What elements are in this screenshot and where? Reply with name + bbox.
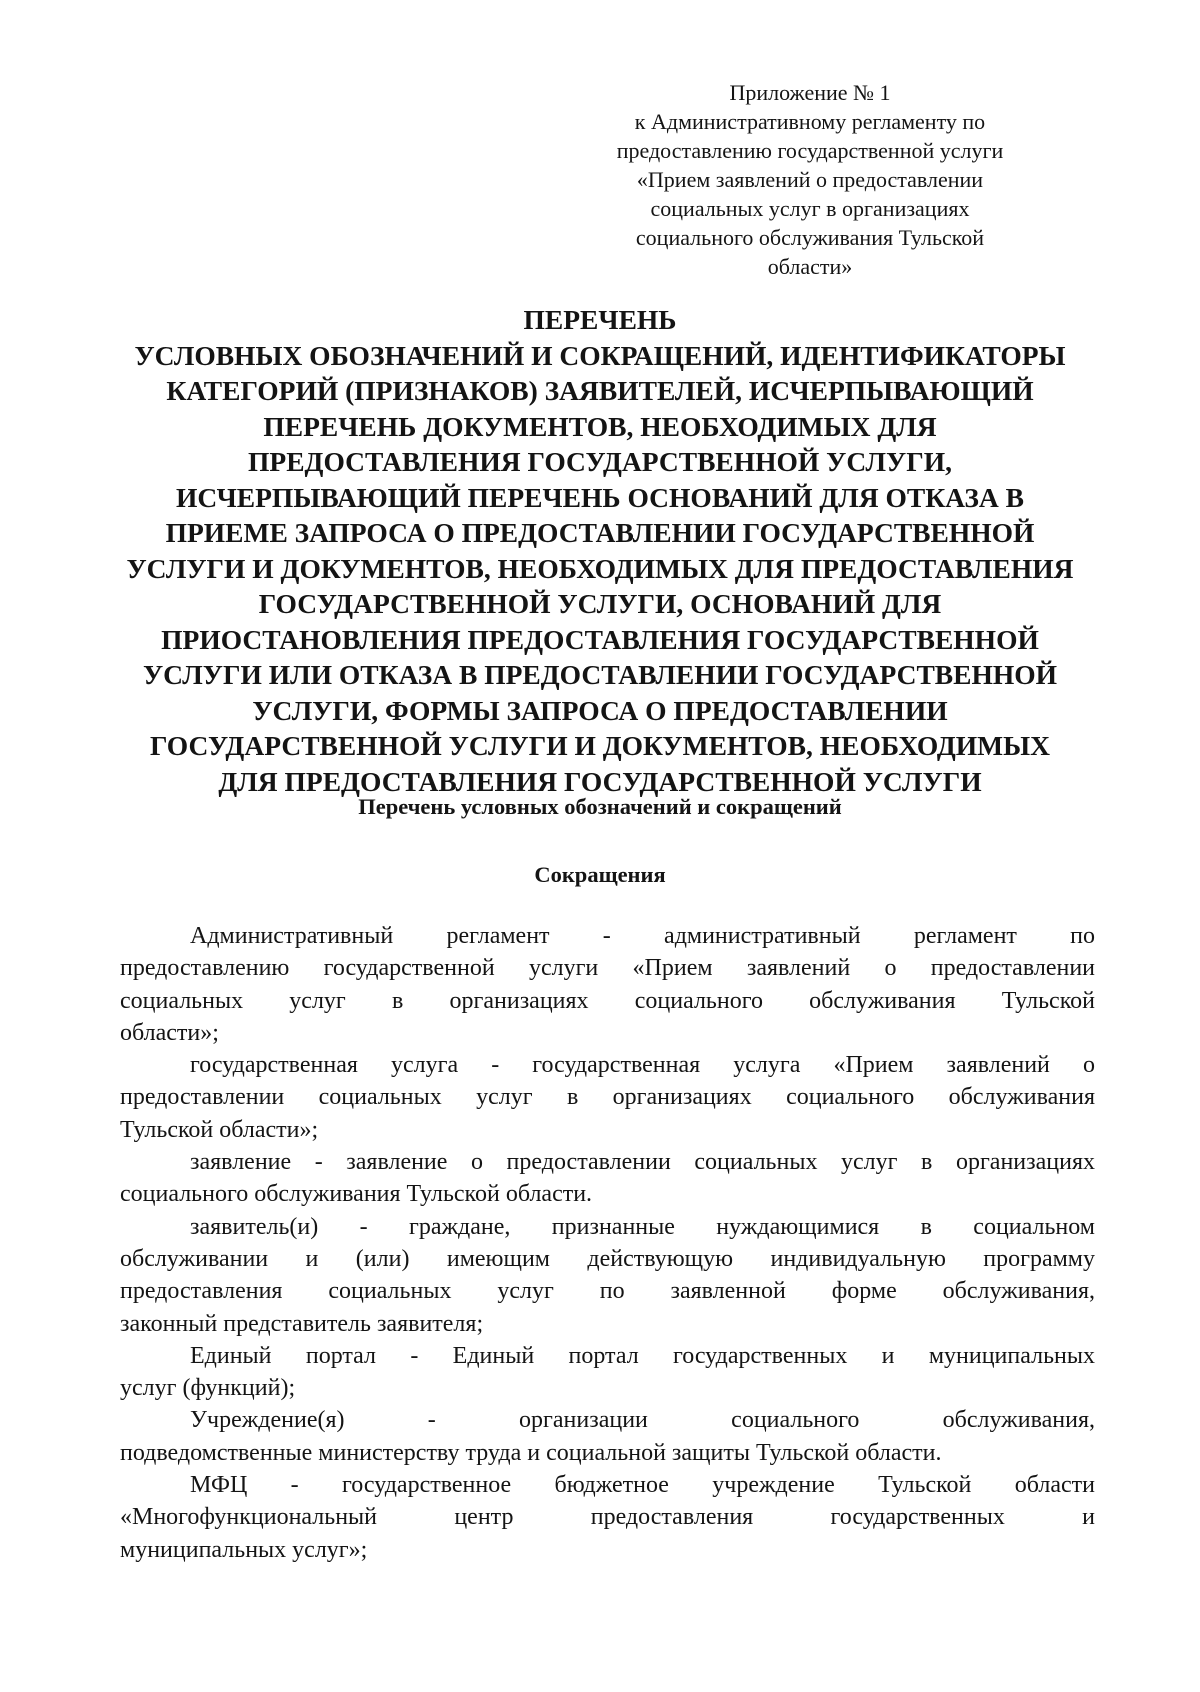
title-line: ПРЕДОСТАВЛЕНИЯ ГОСУДАРСТВЕННОЙ УСЛУГИ, (248, 446, 952, 477)
paragraph-line: МФЦ - государственное бюджетное учреждение Тульской области (190, 1472, 1095, 1499)
title-line: ПРИЕМЕ ЗАПРОСА О ПРЕДОСТАВЛЕНИИ ГОСУДАРСТВЕННОЙ (165, 517, 1035, 548)
paragraph-line: предоставлению государственной услуги «Прием заявлений о предоставлении (120, 955, 1095, 982)
appendix-line: предоставлению государственной услуги (616, 138, 1004, 163)
title-line: УСЛУГИ И ДОКУМЕНТОВ, НЕОБХОДИМЫХ ДЛЯ ПРЕДОСТАВЛЕНИЯ (126, 552, 1074, 584)
title-line: ПЕРЕЧЕНЬ ДОКУМЕНТОВ, НЕОБХОДИМЫХ ДЛЯ (263, 410, 937, 442)
paragraph-state-service (120, 1049, 1095, 1146)
paragraph-line: муниципальных услуг»; (120, 1536, 368, 1563)
paragraph-line: предоставлении социальных услуг в организациях социального обслуживания (120, 1084, 1095, 1111)
section-heading-abbreviations: Сокращения (534, 862, 666, 887)
paragraph-line: предоставления социальных услуг по заявленной форме обслуживания, (120, 1278, 1095, 1305)
title-line: ДЛЯ ПРЕДОСТАВЛЕНИЯ ГОСУДАРСТВЕННОЙ УСЛУГИ (218, 765, 982, 797)
paragraph-institutions (120, 1404, 1095, 1469)
title-line: ГОСУДАРСТВЕННОЙ УСЛУГИ И ДОКУМЕНТОВ, НЕОБХОДИМЫХ (150, 730, 1050, 761)
appendix-line: области» (767, 254, 853, 279)
paragraph-line: «Многофункциональный центр предоставления государственных и (120, 1504, 1095, 1531)
paragraph-line: заявитель(и) - граждане, признанные нуждающимися в социальном (190, 1213, 1095, 1240)
paragraph-line: услуг (функций); (120, 1375, 296, 1402)
appendix-line: к Административному регламенту по (634, 109, 986, 134)
paragraph-line: Учреждение(я) - организации социального обслуживания, (190, 1407, 1095, 1434)
document-title (80, 302, 1120, 799)
paragraph-line: социальных услуг в организациях социального обслуживания Тульской (120, 987, 1095, 1014)
section-heading-list: Перечень условных обозначений и сокращений (358, 794, 842, 819)
appendix-note (590, 78, 1030, 281)
paragraph-line: подведомственные министерству труда и социальной защиты Тульской области. (120, 1439, 942, 1466)
appendix-line: «Прием заявлений о предоставлении (636, 167, 984, 192)
paragraph-line: области»; (120, 1019, 219, 1046)
title-line: КАТЕГОРИЙ (ПРИЗНАКОВ) ЗАЯВИТЕЛЕЙ, ИСЧЕРПЫВАЮЩИЙ (166, 375, 1034, 406)
title-line: ПЕРЕЧЕНЬ (523, 304, 677, 335)
paragraph-line: Административный регламент - административный регламент по (190, 923, 1095, 949)
paragraph-application (120, 1146, 1095, 1211)
abbreviations-body (120, 920, 1095, 1566)
title-line: ПРИОСТАНОВЛЕНИЯ ПРЕДОСТАВЛЕНИЯ ГОСУДАРСТВЕННОЙ (161, 623, 1039, 655)
paragraph-line: обслуживании и (или) имеющим действующую индивидуальную программу (120, 1245, 1095, 1272)
title-line: ИСЧЕРПЫВАЮЩИЙ ПЕРЕЧЕНЬ ОСНОВАНИЙ ДЛЯ ОТКАЗА В (176, 481, 1024, 513)
paragraph-line: государственная услуга - государственная услуга «Прием заявлений о (190, 1052, 1095, 1079)
paragraph-line: социального обслуживания Тульской области. (120, 1181, 593, 1208)
paragraph-line: законный представитель заявителя; (120, 1310, 484, 1337)
title-line: УСЛУГИ, ФОРМЫ ЗАПРОСА О ПРЕДОСТАВЛЕНИИ (252, 694, 948, 726)
paragraph-line: заявление - заявление о предоставлении социальных услуг в организациях (190, 1149, 1095, 1176)
title-line: УСЛОВНЫХ ОБОЗНАЧЕНИЙ И СОКРАЩЕНИЙ, ИДЕНТИФИКАТОРЫ (134, 339, 1066, 371)
paragraph-line: Единый портал - Единый портал государственных и муниципальных (190, 1342, 1095, 1369)
paragraph-line: Тульской области»; (120, 1116, 319, 1143)
paragraph-applicant (120, 1211, 1095, 1340)
appendix-line: социального обслуживания Тульской (635, 225, 985, 250)
paragraph-unified-portal (120, 1340, 1095, 1405)
appendix-line: социальных услуг в организациях (650, 196, 970, 221)
appendix-line: Приложение № 1 (729, 80, 891, 105)
paragraph-mfc (120, 1469, 1095, 1566)
title-line: УСЛУГИ ИЛИ ОТКАЗА В ПРЕДОСТАВЛЕНИИ ГОСУДАРСТВЕННОЙ (142, 659, 1058, 690)
title-line: ГОСУДАРСТВЕННОЙ УСЛУГИ, ОСНОВАНИЙ ДЛЯ (258, 588, 942, 619)
paragraph-admin-regulation (120, 920, 1095, 1049)
